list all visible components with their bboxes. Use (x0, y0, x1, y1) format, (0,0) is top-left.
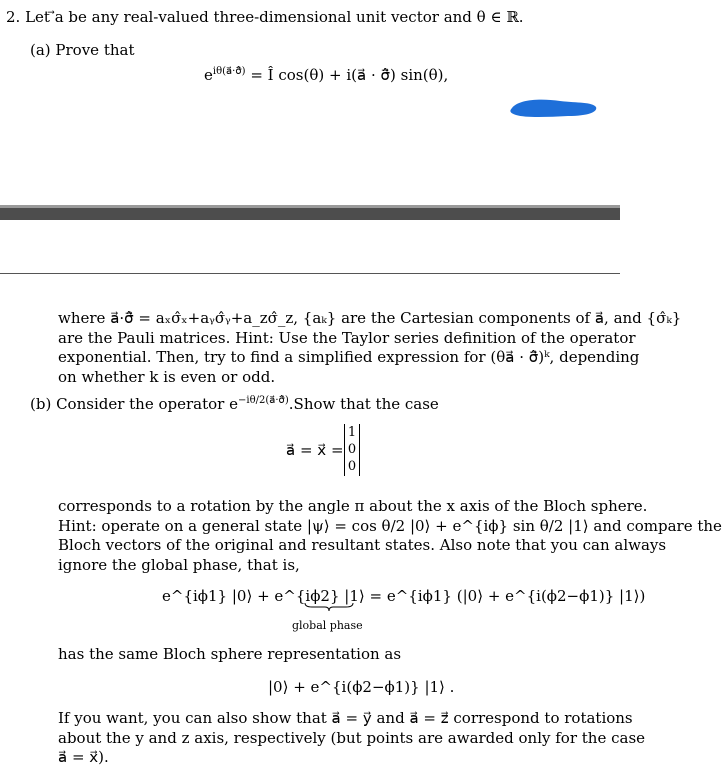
where-paragraph (58, 309, 682, 387)
rotation-line: corresponds to a rotation by the angle π about the x axis of the Bloch sphere. (58, 497, 648, 515)
rotation-paragraph (58, 497, 722, 575)
part-a-label: (a) Prove that (30, 41, 135, 59)
scan-divider-bar (0, 208, 620, 220)
global-phase-label: global phase (292, 619, 363, 632)
closing-line: If you want, you can also show that a⃗ = y⃗ and a⃗ = z⃗ correspond to rotations (58, 709, 633, 727)
equation-a (204, 66, 448, 85)
rotation-line: Bloch vectors of the original and resultant states. Also note that you can always (58, 536, 667, 554)
matrix-entry: 0 (347, 459, 357, 474)
equation-phase (162, 587, 645, 606)
eq-phase-left: e^{iϕ1} |0⟩ + e^{iϕ2} |1⟩ = (162, 587, 383, 605)
part-b-label (30, 395, 439, 414)
same-bloch-text: has the same Bloch sphere representation as (58, 645, 402, 663)
rotation-line: Hint: operate on a general state |ψ⟩ = cos θ/2 |0⟩ + e^{iϕ} sin θ/2 |1⟩ and compare the (58, 516, 722, 535)
eq-phase-factor: e^{iϕ1} (386, 587, 452, 605)
problem-statement: 2. Let ⃗a be any real-valued three-dimensional unit vector and θ ∈ ℝ. (6, 8, 524, 26)
part-b-tail: .Show that the case (288, 395, 439, 413)
eq-phase-right: (|0⟩ + e^{i(ϕ2−ϕ1)} |1⟩) (456, 587, 646, 605)
eq-a-base: e (204, 66, 213, 84)
column-vector (344, 424, 360, 476)
eq-a-rhs: = Î cos(θ) + i(a⃗ · σ̂⃗) sin(θ), (250, 66, 449, 84)
equation-final: |0⟩ + e^{i(ϕ2−ϕ1)} |1⟩ . (268, 678, 455, 696)
closing-line: about the y and z axis, respectively (but points are awarded only for the case (58, 728, 646, 747)
part-b-text: (b) Consider the operator e (30, 395, 238, 413)
rotation-line: ignore the global phase, that is, (58, 555, 300, 574)
closing-paragraph (58, 709, 646, 768)
where-line: on whether k is even or odd. (58, 367, 276, 386)
part-b-exponent: −iθ/2(a⃗·σ̂⃗) (238, 395, 289, 406)
eq-a-exponent: iθ(a⃗·σ̂⃗) (212, 66, 246, 77)
closing-line: a⃗ = x⃗). (58, 748, 109, 766)
horizontal-rule (0, 273, 620, 274)
underbrace-icon (304, 602, 354, 612)
where-line: where a⃗·σ̂⃗ = aₓσ̂ₓ+aᵧσ̂ᵧ+a_zσ̂_z, {aₖ} are the Cartesian components of a⃗, and {σ̂ₖ} (58, 309, 682, 327)
equation-b-lhs: a⃗ = x⃗ = (286, 441, 344, 459)
where-line: are the Pauli matrices. Hint: Use the Taylor series definition of the operator (58, 328, 636, 347)
matrix-entry: 0 (347, 442, 357, 457)
ink-blot-redaction (508, 98, 598, 118)
where-line: exponential. Then, try to find a simplified expression for (θa⃗ · σ̂⃗)ᵏ, depending (58, 348, 640, 366)
matrix-entry: 1 (347, 425, 357, 440)
